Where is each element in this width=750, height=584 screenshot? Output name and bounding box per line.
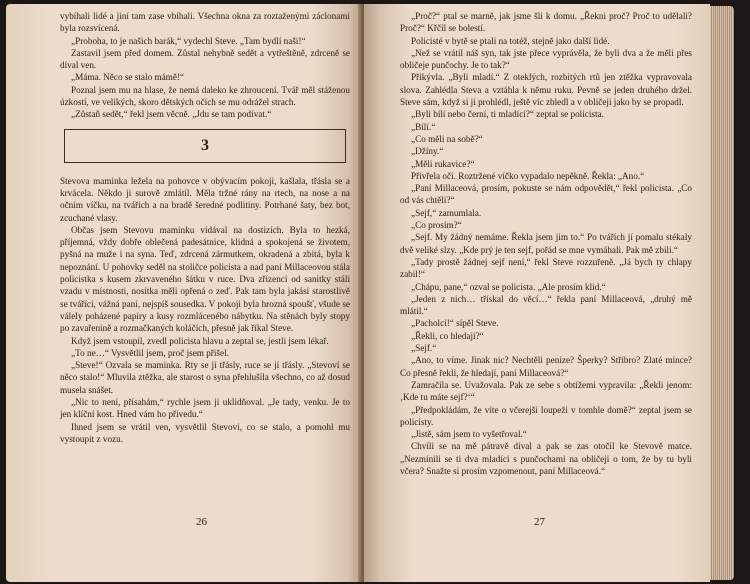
paragraph: „Jistě, sám jsem to vyšetřoval.“ (411, 429, 527, 440)
paragraph: Poznal jsem mu na hlase, že nemá daleko ke zhroucení. Tvář měl stáženou úzkostí, ve velikých, skoro dětských očích se mu odrážel strach. (60, 84, 350, 108)
page-number-left: 26 (196, 516, 207, 528)
paragraph: Zastavil jsem před domem. Zůstal nehybně sedět a vytřeštěně, zdrceně se díval ven. (60, 47, 350, 71)
paragraph: Policisté v bytě se ptali na totéž, stejně jako další lidé. (411, 35, 610, 46)
paragraph: „Bílí.“ (411, 121, 436, 132)
chapter-heading: 3 (64, 129, 346, 163)
paragraph: „Džíny.“ (411, 146, 444, 157)
paragraph: „Proč?“ ptal se marně, jak jsme šli k domu. „Řekni proč? Proč to udělali? Proč?“ Křčil se bolestí. (400, 11, 692, 34)
paragraph: „Máma. Něco se stalo mámě!“ (71, 72, 185, 83)
paragraph: Přikývla. „Byli mladí.“ Z oteklých, rozbitých rtů jen ztěžka vypravovala slova. Zahlédla Steva a vztáhla k němu ruku. Pevně se jeden druhého držel. Steve sám, když si ji prohlédl, ještě víc zbledl a v obličeji jako by se propadl. (400, 72, 692, 108)
paragraph: „Než se vrátil náš syn, tak jste přece vyprávěla, že byli dva a že měli přes obličeje punčochy. Je to tak?“ (400, 47, 692, 71)
paragraph: „Předpokládám, že víte o včerejší loupeži v tomhle domě?“ zeptal jsem se policisty. (400, 404, 692, 427)
paragraph: „Jeden z nich… třískal do věcí…“ řekla paní Millaceová, „druhý mě mlátil.“ (400, 293, 692, 317)
paragraph: „Sejf.“ (411, 343, 437, 354)
paragraph: Ihned jsem se vrátil ven, vysvětlil Stevovi, co se stalo, a pomohl mu vystoupit z vozu. (60, 421, 350, 444)
page-number-right: 27 (534, 516, 545, 528)
paragraph: „Řekli, co hledají?“ (411, 330, 484, 341)
paragraph: vybíhali lidé a jiní tam zase vbíhali. Všechna okna za roztaženými záclonami byla rozsvícená. (60, 11, 350, 34)
right-page (364, 4, 710, 582)
page-edges (710, 6, 734, 580)
left-page (6, 4, 362, 582)
paragraph: „Co prosím?“ (411, 220, 462, 231)
paragraph: „Proboha, to je našich barák,“ vydechl Steve. „Tam bydlí naši!“ (71, 35, 306, 46)
paragraph: „Co měli na sobě?“ (411, 133, 483, 144)
paragraph: „Pacholci!“ sípěl Steve. (411, 318, 499, 329)
paragraph: Občas jsem Stevovu maminku vídával na dostizích. Byla to hezká, příjemná, vždy dobře oblečená padesátnice, klidná a spokojená se životem, pyšná na muže i na syna. Teď, zdrcená zármutkem, okradená a zbitá, byla k nepoznání. U pohovky seděl na stoličce policista a nad paní Millaceovou stála policistka s kusem zkrvaveného šátku v ruce. Dva zřízenci od sanitky stáli vzadu v místnosti, nosítka měli opřená o zeď. Pak tam byla jakási starostlivě se tvářící, vážná paní, nejspíš sousedka. V pokoji byla hrozná spoušť, všude se válely poházené papíry a kusy rozmlácenébo nábytku. Na stěnách byly stopy po zavařenině a rozmačkaných koláčích, přesně jak říkal Steve. (60, 224, 350, 334)
paragraph: „Měli rukavice?“ (411, 158, 475, 169)
paragraph: „Tady prostě žádnej sejf není,“ řekl Steve rozzuřeně. „Já bych ty chlapy zabil!“ (400, 256, 692, 280)
paragraph: Chvíli se na mě pátravě díval a pak se zas otočil ke Stevově matce. „Nezmínili se ti dva mladíci s punčochami na obličeji o tom, že by tu byli včera? Snažte si prosím vzpomenout, paní Millaceová.“ (400, 441, 692, 476)
paragraph: Stevova maminka ležela na pohovce v obývacím pokoji, kašlala, třásla se a krvácela. Někdo ji surově zmlátil. Měla tržné rány na rtech, na nose a na očním víčku, na tvářích a na bradě šeredné podlitiny. Potrhané šaty, bez bot, zcuchané vlasy. (60, 175, 350, 223)
paragraph: „Ano, to víme. Jinak nic? Nechtěli peníze? Šperky? Stříbro? Zlaté mince? Co přesně řekli, že hledají, paní Millaceová?“ (400, 355, 692, 378)
paragraph: „To ne…“ Vysvětlil jsem, proč jsem přišel. (71, 347, 229, 358)
paragraph: Když jsem vstoupil, zvedl policista hlavu a zeptal se, jestli jsem lékař. (71, 335, 329, 346)
paragraph: „Paní Millaceová, prosím, pokuste se nám odpovědět,“ řekl policista. „Co od vás chtěli?“ (400, 183, 692, 206)
right-page-text (400, 10, 692, 477)
book-spread (6, 4, 734, 582)
left-page-text (60, 10, 350, 445)
paragraph: „Byli bílí nebo černí, ti mladíci?“ zeptal se policista. (411, 109, 604, 120)
paragraph: „Sejf. My žádný nemáme. Řekla jsem jim to.“ Po tvářích jí pomalu stékaly dvě veliké slzy. „Kde prý je ten sejf, pořád se mne vymáhali. Pak mě zbili.“ (400, 232, 692, 255)
paragraph: Přivřela oči. Roztržené víčko vypadalo nepěkně. Řekla: „Ano.“ (411, 170, 645, 181)
paragraph: Zamračila se. Uvažovala. Pak ze sebe s obtížemi vypravila: „Řekli jenom: ‚Kde tu máte sejf?‘“ (400, 379, 692, 403)
paragraph: „Chápu, pane,“ ozval se policista. „Ale prosím klid.“ (411, 281, 606, 292)
paragraph: „Steve!“ Ozvala se maminka. Rty se jí třásly, ruce se jí třásly. „Stevoví se něco stalo!“ Mluvila ztěžka, ale starost o syna přehlušila všechno, co až dosud musela snášet. (60, 360, 350, 395)
paragraph: „Sejf,“ zamumlala. (411, 207, 482, 218)
paragraph: „Nic to není, přísahám,“ rychle jsem ji uklidňoval. „Je tady, venku. Je to jen klíční kost. Hned vám ho přivedu.“ (60, 397, 350, 420)
paragraph: „Zůstaň sedět,“ řekl jsem věcně. „Jdu se tam podívat.“ (71, 109, 272, 120)
